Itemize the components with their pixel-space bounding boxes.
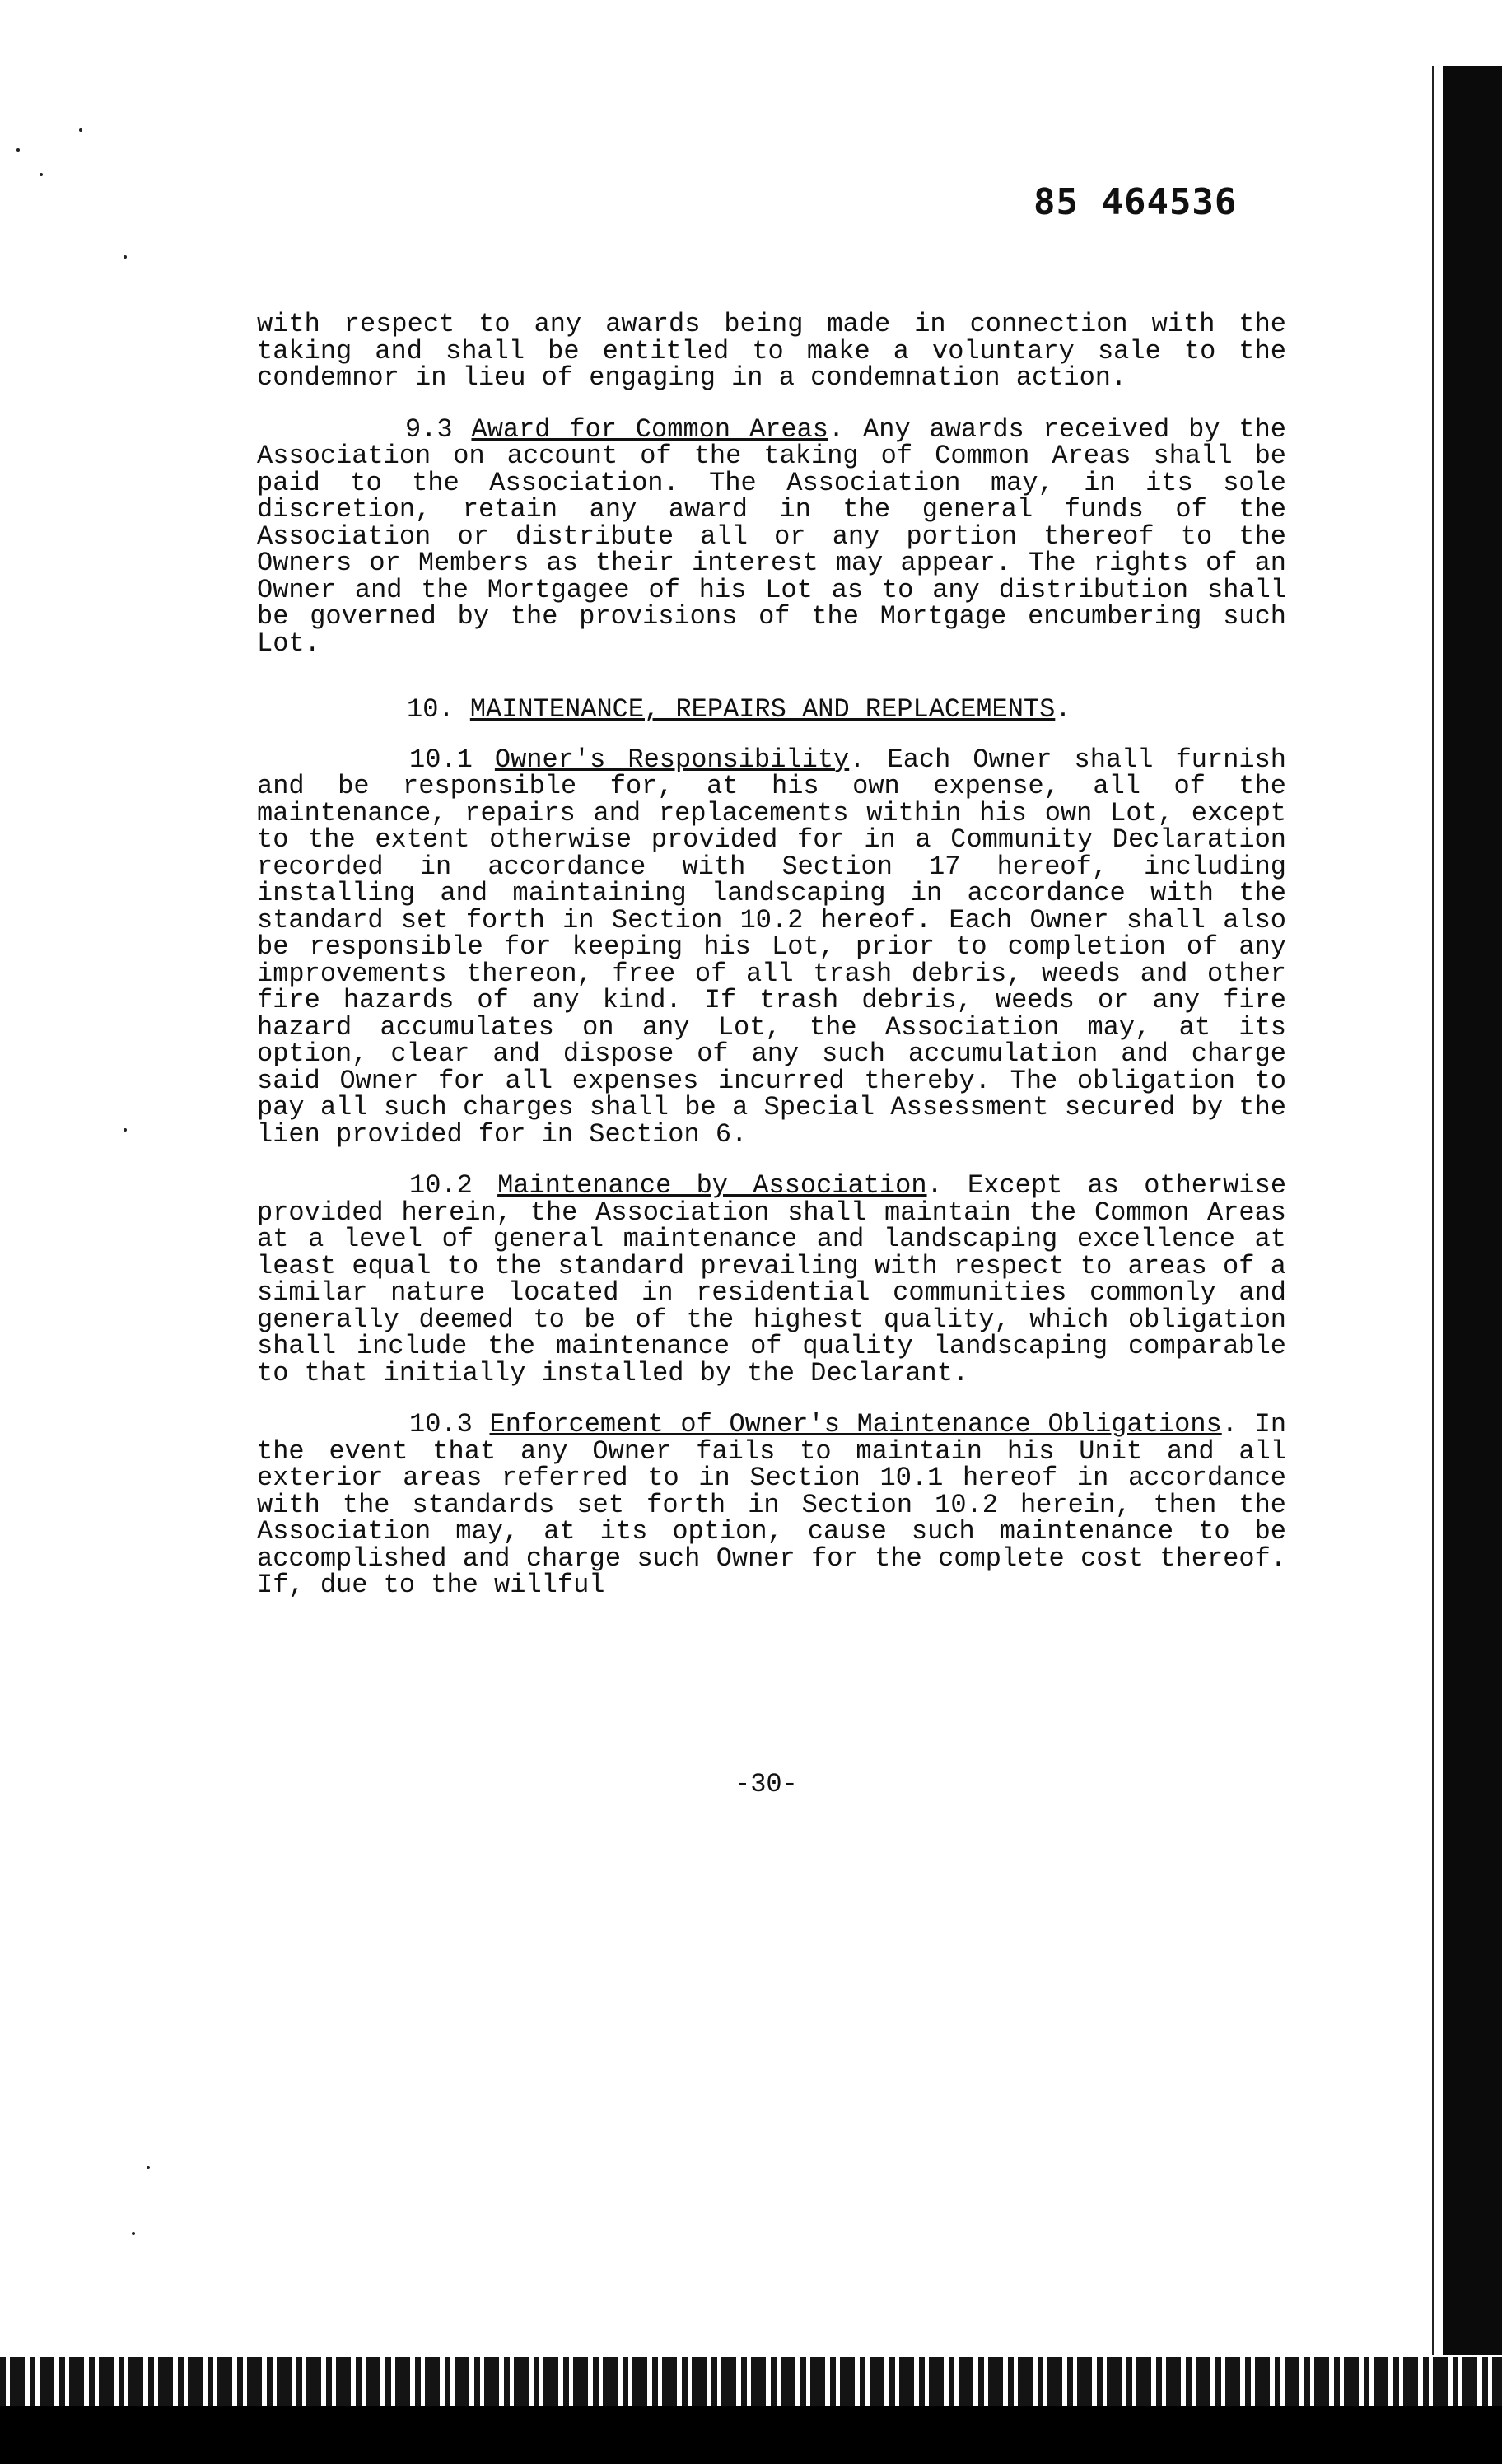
section-10-heading: 10. MAINTENANCE, REPAIRS AND REPLACEMENTS.: [407, 694, 1071, 725]
paragraph-9-2-continued: [257, 311, 1286, 392]
scan-edge-right: [1443, 66, 1502, 2355]
page-number: -30-: [735, 1769, 798, 1799]
paragraph-text: . Any awards received by the Association on account of the taking of Common Areas shall be paid to the Association. The Association may, in its sole discretion, retain any award in the general funds of the Association or distribute all or any portion thereof to the Owners or Members as their interest may appear. The rights of an Owner and the Mortgagee of his Lot as to any distribution shall be governed by the provisions of the Mortgage encumbering such Lot.: [257, 413, 1287, 659]
section-number: 10.: [407, 694, 455, 725]
section-number: 10.3: [409, 1409, 473, 1440]
section-title: Maintenance by Association: [497, 1170, 927, 1201]
paragraph-text: . In the event that any Owner fails to maintain his Unit and all exterior areas referred to in Section 10.1 hereof in accordance with the standards set forth in Section 10.2 herein, then the Association may, at its option, cause such maintenance to be accomplished and charge such Owner for the complete cost thereof. If, due to the willful: [257, 1409, 1287, 1600]
paragraph-10-1: [257, 744, 1287, 1150]
paragraph-9-3: [257, 413, 1287, 659]
section-number: 10.2: [409, 1170, 473, 1201]
document-body: [257, 311, 1286, 1624]
paragraph-text: . Except as otherwise provided herein, the Association shall maintain the Common Areas at a level of general maintenance and landscaping excellence at least equal to the standard prevailing with respect to areas of a similar nature located in residential communities commonly and generally deemed to be of the highest quality, which obligation shall include the maintenance of quality landscaping comparable to that initially installed by the Declarant.: [257, 1170, 1287, 1388]
section-title: MAINTENANCE, REPAIRS AND REPLACEMENTS: [469, 694, 1056, 725]
paragraph-text: . Each Owner shall furnish and be responsible for, at his own expense, all of the maintenance, repairs and replacements within his own Lot, except to the extent otherwise provided for in a Community Declaration recorded in accordance with Section 17 hereof, including installing and maintaining landscaping in accordance with the standard set forth in Section 10.2 hereof. Each Owner shall also be responsible for keeping his Lot, prior to completion of any improvements thereon, free of all trash debris, weeds and other fire hazards of any kind. If trash debris, weeds or any fire hazard accumulates on any Lot, the Association may, at its option, clear and dispose of any such accumulation and charge said Owner for all expenses incurred thereby. The obligation to pay all such charges shall be a Special Assessment secured by the lien provided for in Section 6.: [257, 744, 1287, 1150]
section-number: 9.3: [405, 413, 453, 445]
paragraph-10-2: [257, 1170, 1287, 1388]
document-number: 85 464536: [1033, 181, 1238, 223]
paragraph-text: with respect to any awards being made in connection with the taking and shall be entitled to make a voluntary sale to the condemnor in lieu of engaging in a condemnation action.: [257, 309, 1286, 393]
section-title: Owner's Responsibility: [494, 744, 850, 775]
section-number: 10.1: [409, 744, 473, 775]
scan-edge-line: [1432, 66, 1443, 2355]
section-title: Award for Common Areas: [471, 413, 828, 445]
section-title: Enforcement of Owner's Maintenance Obligations: [489, 1409, 1222, 1440]
paragraph-10-3: [257, 1409, 1287, 1600]
scan-edge-bottom-solid: [0, 2406, 1502, 2464]
